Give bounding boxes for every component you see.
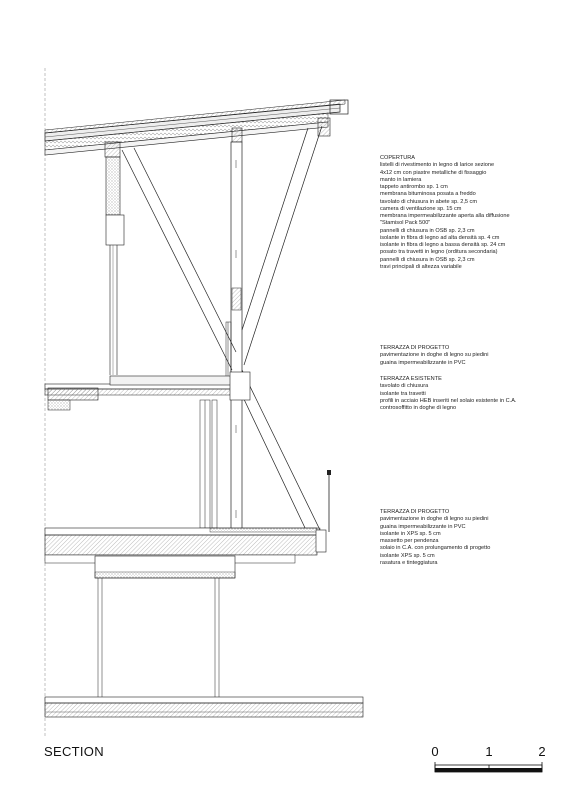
note-line: isolante in XPS sp. 5 cm [380,530,441,537]
note-heading: TERRAZZA ESISTENTE [380,376,442,382]
notes-terrazza-progetto-upper [380,345,560,367]
note-line: isolante tra travetti [380,390,426,397]
note-line: tavolato di chiusura [380,383,429,390]
section-title: SECTION [44,744,104,759]
note-heading: TERRAZZA DI PROGETTO [380,345,450,351]
note-line: listelli di rivestimento in legno di larice sezione [380,162,495,169]
scale-label-0: 0 [431,744,439,759]
note-line: profili in acciaio HEB inseriti nel solaio esistente in C.A. [380,397,517,404]
note-line: tavolato di chiusura in abete sp. 2,5 cm [380,198,478,205]
notes-copertura [380,155,560,271]
note-line: massetto per pendenza [380,538,439,544]
note-line: pavimentazione in doghe di legno su piedini [380,352,489,359]
note-line: "Stamisol Pack 500" [380,220,431,227]
ridge-beam-left [105,142,120,157]
note-line: pavimentazione in doghe di legno su piedini [380,516,489,523]
note-line: controsoffitto in doghe di legno [380,405,457,411]
upper-wall-lintel [106,215,124,245]
main-timber-column [231,142,242,530]
column-joint-upper [232,288,241,310]
ridge-beam-mid [232,128,242,142]
note-line: camera di ventilazione sp. 15 cm [380,205,462,212]
terrace-edge [316,530,326,552]
scale-label-2: 2 [538,744,546,759]
note-line: tappeto antirombo sp. 1 cm [380,184,448,190]
notes-terrazza-esistente [380,376,560,412]
scale-bar [435,762,542,772]
note-line: manto in lamiera [380,176,422,183]
note-line: rasatura e tinteggiatura [380,559,438,566]
note-line: guaina impermeabilizzante in PVC [380,359,466,366]
note-line: solaio in C.A. con prolungamento di progetto [380,545,491,552]
note-line: guaina impermeabilizzante in PVC [380,523,466,530]
note-line: isolante XPS sp. 5 cm [380,552,435,559]
note-heading: TERRAZZA DI PROGETTO [380,509,450,515]
note-heading: COPERTURA [380,155,416,161]
upper-wall-insulation [106,157,120,215]
note-line: pannelli di chiusura in OSB sp. 2,3 cm [380,227,475,234]
note-line: membrana bituminosa posata a freddo [380,191,476,198]
notes-terrazza-progetto-lower [380,509,560,567]
note-line: isolante in fibra di legno a bassa densità sp. 24 cm [380,242,506,248]
scale-label-1: 1 [485,744,493,759]
note-line: membrana impermeabilizzante aperta alla diffusione [380,213,510,219]
drawing-background [45,68,363,736]
upper-slab-steel [110,376,235,385]
note-line: 4x12 cm con piastre metalliche di fissaggio [380,169,487,176]
note-line: travi principali di altezza variabile [380,263,462,270]
note-line: posato tra travetti in legno (orditura secondaria) [380,249,498,256]
upper-slab-beam [48,388,98,400]
ground-slab [45,697,363,717]
note-line: isolante in fibra di legno ad alta densità sp. 4 cm [380,234,500,241]
note-line: pannelli di chiusura in OSB sp. 2,3 cm [380,256,475,263]
